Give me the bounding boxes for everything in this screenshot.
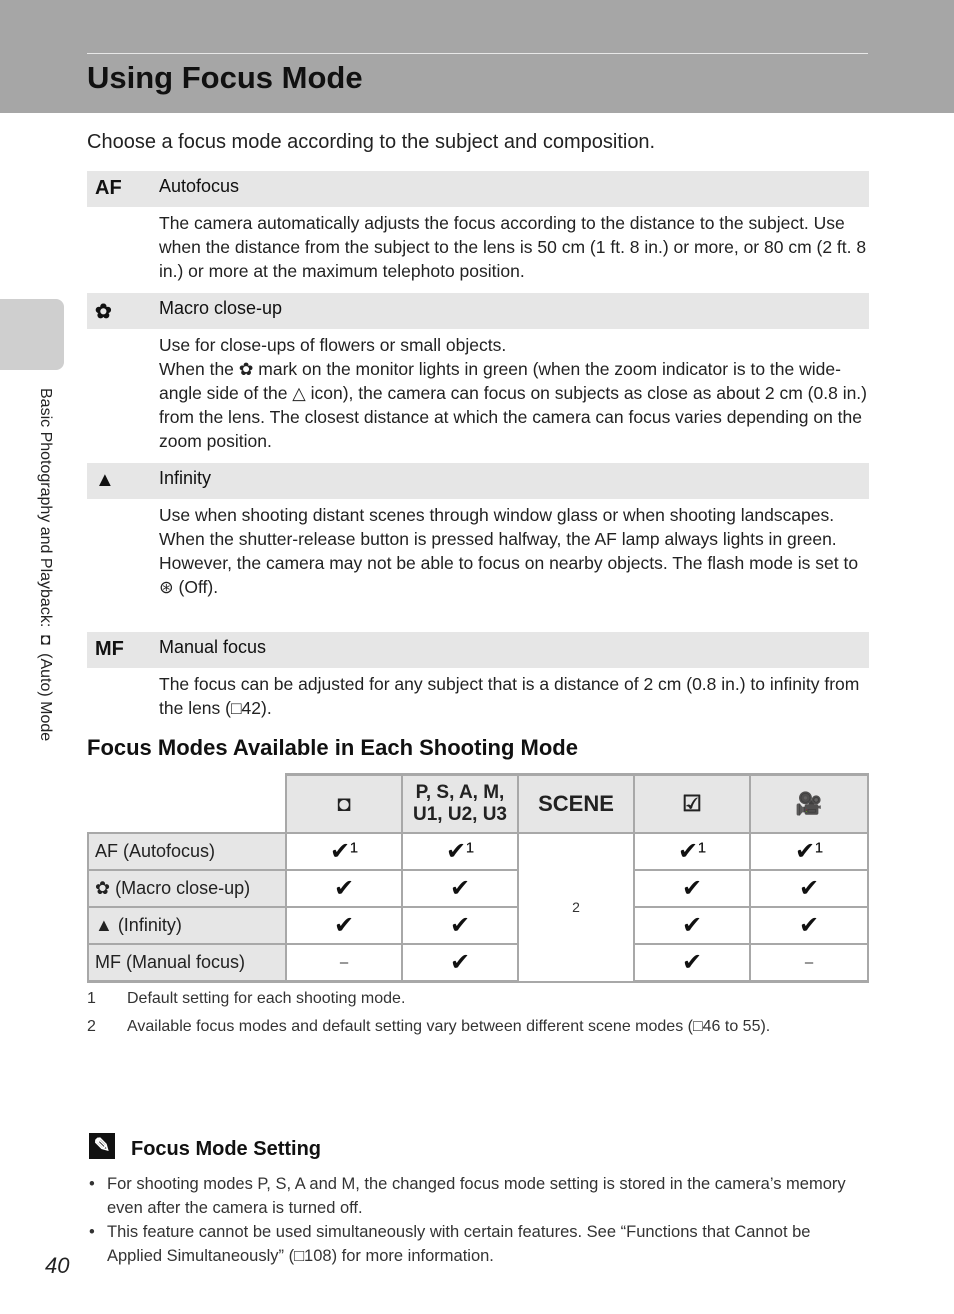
autofocus-icon: AF bbox=[95, 177, 122, 199]
chapter-tab bbox=[0, 299, 64, 370]
footnote bbox=[87, 990, 405, 1008]
mode-macro bbox=[87, 293, 869, 453]
mode-autofocus bbox=[87, 171, 869, 283]
smart-portrait-icon: ☑ bbox=[634, 775, 750, 834]
check-cell: ✔ bbox=[634, 944, 750, 982]
mode-description: Use when shooting distant scenes through window glass or when shooting landscapes. bbox=[159, 505, 835, 525]
note-bullet: • For shooting modes P, S, A and M, the changed focus mode setting is stored in the camera’s memory even after the camera is turned off. bbox=[87, 1172, 862, 1220]
note-bullet: • This feature cannot be used simultaneously with certain features. See “Functions that Cannot be Applied Simultaneously” (□108) for more information. bbox=[87, 1220, 862, 1268]
row-label: AF (Autofocus) bbox=[88, 833, 286, 870]
footnote-number: 2 bbox=[87, 1018, 96, 1035]
check-cell: ✔¹ bbox=[402, 833, 518, 870]
check-cell: ✔ bbox=[402, 944, 518, 982]
mode-description: When the ✿ mark on the monitor lights in green (when the zoom indicator is to the wide-angle side of the △ icon), the camera can focus on subjects as close as about 2 cm (0.8 in.) from the lens. The closest distance at which the camera can focus varies depending on the zoom position. bbox=[159, 359, 867, 451]
row-label: ✿ (Macro close-up) bbox=[88, 870, 286, 907]
chapter-label: Basic Photography and Playback: ◘ (Auto) Mode bbox=[37, 388, 54, 742]
check-cell: ✔¹ bbox=[750, 833, 868, 870]
check-cell: ✔ bbox=[286, 870, 402, 907]
mode-manual bbox=[87, 632, 869, 720]
manual-focus-icon: MF bbox=[95, 638, 124, 660]
mode-description: The focus can be adjusted for any subject that is a distance of 2 cm (0.8 in.) to infinity from the lens (□42). bbox=[159, 674, 860, 718]
check-cell: ✔¹ bbox=[634, 833, 750, 870]
macro-flower-icon: ✿ bbox=[95, 301, 112, 323]
footnote bbox=[87, 1018, 770, 1036]
check-cell: ✔ bbox=[402, 907, 518, 944]
note-title: Focus Mode Setting bbox=[131, 1138, 321, 1160]
check-cell: ✔ bbox=[634, 907, 750, 944]
table-row bbox=[88, 907, 868, 944]
mode-description: The camera automatically adjusts the focus according to the distance to the subject. Use when the distance from the subject to the lens is 50 cm (1 ft. 8 in.) or more, or 80 cm (2 ft. 8 in.) or more at the maximum telephoto position. bbox=[159, 213, 867, 281]
page-number: 40 bbox=[45, 1253, 70, 1278]
scene-mode-header: SCENE bbox=[518, 775, 634, 834]
movie-camera-icon: 🎥 bbox=[750, 775, 868, 834]
check-cell: ✔ bbox=[286, 907, 402, 944]
focus-modes-table bbox=[87, 773, 869, 983]
check-cell: ✔¹ bbox=[286, 833, 402, 870]
mode-name: Macro close-up bbox=[159, 298, 283, 318]
page-header bbox=[0, 0, 954, 113]
mode-infinity bbox=[87, 463, 869, 599]
footnote-text: Default setting for each shooting mode. bbox=[127, 990, 406, 1007]
header-rule bbox=[87, 53, 868, 54]
dash-cell: – bbox=[286, 944, 402, 982]
dash-cell: – bbox=[750, 944, 868, 982]
check-cell: ✔ bbox=[750, 907, 868, 944]
intro-text: Choose a focus mode according to the subject and composition. bbox=[87, 131, 656, 153]
mode-name: Infinity bbox=[159, 468, 212, 488]
footnote-number: 1 bbox=[87, 990, 96, 1007]
row-label: MF (Manual focus) bbox=[88, 944, 286, 982]
pencil-note-icon: ✎ bbox=[89, 1133, 115, 1159]
mode-name: Manual focus bbox=[159, 637, 267, 657]
table-header-row bbox=[88, 775, 868, 834]
page-title: Using Focus Mode bbox=[87, 60, 363, 95]
psam-user-modes-header: P, S, A, M, U1, U2, U3 bbox=[402, 775, 518, 834]
table-heading: Focus Modes Available in Each Shooting Mode bbox=[87, 735, 578, 760]
table-row bbox=[88, 833, 868, 870]
table-row bbox=[88, 944, 868, 982]
row-label: ▲ (Infinity) bbox=[88, 907, 286, 944]
footnote-text: Available focus modes and default setting vary between different scene modes (□46 to 55). bbox=[127, 1018, 771, 1035]
infinity-mountain-icon: ▲ bbox=[95, 469, 115, 491]
mode-description: Use for close-ups of flowers or small objects. bbox=[159, 335, 507, 355]
note-bullets bbox=[87, 1172, 862, 1268]
auto-mode-icon: ◘ bbox=[286, 775, 402, 834]
scene-footnote-cell: 2 bbox=[518, 833, 634, 982]
table-row bbox=[88, 870, 868, 907]
mode-name: Autofocus bbox=[159, 176, 240, 196]
mode-description: When the shutter-release button is pressed halfway, the AF lamp always lights in green. However, the camera may not be able to focus on nearby objects. The flash mode is set to ⊛ (Off). bbox=[159, 529, 859, 597]
check-cell: ✔ bbox=[634, 870, 750, 907]
check-cell: ✔ bbox=[750, 870, 868, 907]
check-cell: ✔ bbox=[402, 870, 518, 907]
